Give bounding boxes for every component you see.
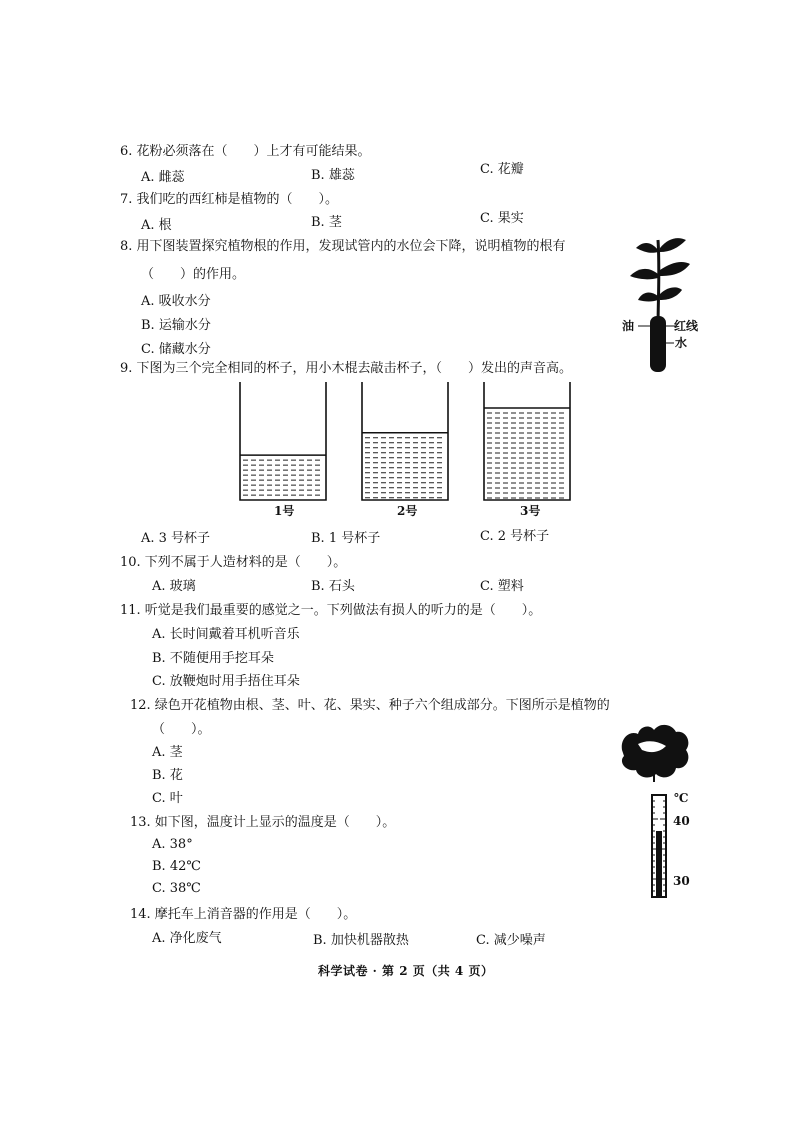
q14-option-c: C. 减少噪声 [476, 933, 546, 948]
page-footer: 科学试卷 · 第 2 页（共 4 页） [318, 964, 494, 978]
q11-option-c: C. 放鞭炮时用手捂住耳朵 [152, 674, 300, 689]
q10-option-b: B. 石头 [311, 579, 355, 594]
thermometer-tick-40: 40 [673, 814, 690, 828]
q7-option-b: B. 茎 [311, 215, 342, 230]
q14-option-b: B. 加快机器散热 [313, 933, 409, 948]
question-10: 10. 下列不属于人造材料的是（ ）。 [120, 555, 347, 570]
q6-option-c: C. 花瓣 [480, 162, 524, 177]
label-red-line: 红线 [674, 319, 699, 333]
cup-1-label: 1号 [274, 504, 295, 518]
question-8-line1: 8. 用下图装置探究植物根的作用，发现试管内的水位会下降，说明植物的根有 [120, 239, 566, 254]
q11-option-b: B. 不随便用手挖耳朵 [152, 651, 274, 666]
question-11: 11. 听觉是我们最重要的感觉之一。下列做法有损人的听力的是（ ）。 [120, 603, 542, 618]
q9-option-b: B. 1 号杯子 [311, 531, 381, 546]
q12-option-c: C. 叶 [152, 791, 183, 806]
question-8-line2: （ ）的作用。 [141, 267, 246, 282]
three-cups-figure [230, 380, 590, 510]
question-9: 9. 下图为三个完全相同的杯子，用小木棍去敲击杯子，（ ）发出的声音高。 [120, 361, 573, 376]
question-7: 7. 我们吃的西红柿是植物的（ ）。 [120, 192, 339, 207]
q8-option-a: A. 吸收水分 [141, 294, 211, 309]
cup-3 [484, 382, 570, 500]
q8-option-b: B. 运输水分 [141, 318, 211, 333]
thermometer-unit: ℃ [674, 791, 689, 805]
thermometer-tick-30: 30 [673, 874, 690, 888]
q6-option-a: A. 雌蕊 [141, 170, 185, 185]
question-14: 14. 摩托车上消音器的作用是（ ）。 [130, 907, 357, 922]
cup-2-label: 2号 [397, 504, 418, 518]
q8-option-c: C. 储藏水分 [141, 342, 211, 357]
q13-option-c: C. 38℃ [152, 881, 201, 896]
q12-option-b: B. 花 [152, 768, 183, 783]
q7-option-c: C. 果实 [480, 211, 524, 226]
q11-option-a: A. 长时间戴着耳机听音乐 [152, 627, 300, 642]
thermometer-mercury [656, 831, 662, 897]
q7-option-a: A. 根 [141, 218, 172, 233]
cup-3-label: 3号 [520, 504, 541, 518]
q12-option-a: A. 茎 [152, 745, 183, 760]
q9-option-c: C. 2 号杯子 [480, 529, 550, 544]
q6-option-b: B. 雄蕊 [311, 168, 355, 183]
cup-1-water [240, 455, 326, 500]
plant-test-tube-figure [620, 230, 700, 380]
question-6: 6. 花粉必须落在（ ）上才有可能结果。 [120, 144, 371, 159]
q9-option-a: A. 3 号杯子 [141, 531, 211, 546]
q10-option-a: A. 玻璃 [152, 579, 196, 594]
question-13: 13. 如下图，温度计上显示的温度是（ ）。 [130, 815, 396, 830]
q10-option-c: C. 塑料 [480, 579, 524, 594]
cup-1 [240, 382, 326, 500]
q14-option-a: A. 净化废气 [152, 931, 222, 946]
question-12-line2: （ ）。 [152, 722, 211, 737]
label-water: 水 [675, 336, 688, 350]
cup-2 [362, 382, 448, 500]
question-12-line1: 12. 绿色开花植物由根、茎、叶、花、果实、种子六个组成部分。下图所示是植物的 [130, 698, 610, 713]
label-oil: 油 [622, 319, 635, 333]
leaf-figure [616, 720, 692, 782]
cup-3-water [484, 408, 570, 500]
q13-option-a: A. 38° [152, 837, 193, 852]
q13-option-b: B. 42℃ [152, 859, 201, 874]
